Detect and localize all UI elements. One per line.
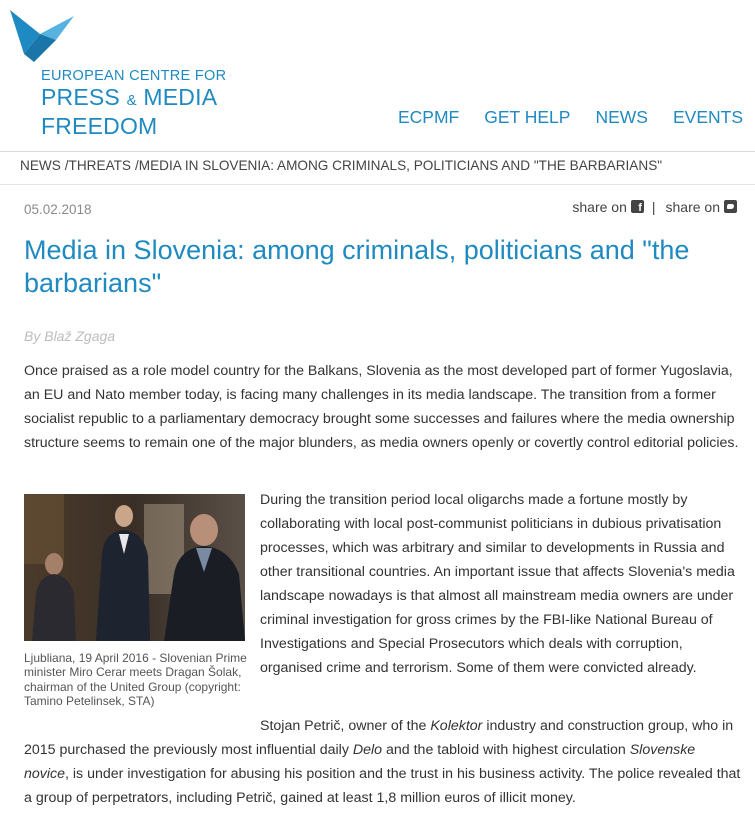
article-photo	[24, 494, 245, 641]
site-header	[0, 0, 755, 150]
p3-text-2: industry and construction group, who in 2015 purchased the previously most influential daily	[24, 718, 734, 758]
p3-text-4: , is under investigation for abusing his position and the trust in his business activity. The police revealed that a group of perpetrators, including Petrič, gained at least 1,8 million euros of illicit money.	[24, 766, 741, 806]
share-facebook-label: share on	[572, 199, 627, 215]
logo-line-1: EUROPEAN CENTRE FOR	[41, 68, 227, 84]
article-figure	[24, 494, 246, 708]
logo-line-3: FREEDOM	[41, 113, 158, 139]
logo-word-press: PRESS	[41, 84, 120, 110]
facebook-icon	[631, 200, 644, 213]
twitter-icon	[724, 200, 737, 213]
breadcrumb-divider	[0, 184, 755, 185]
article-title: Media in Slovenia: among criminals, politicians and "the barbarians"	[24, 235, 690, 298]
share-twitter-link[interactable]	[666, 199, 737, 215]
p3-italic-delo: Delo	[352, 742, 383, 758]
share-facebook-link[interactable]	[572, 199, 643, 215]
article-date: 05.02.2018	[24, 202, 92, 217]
article-paragraph-2: During the transition period local oligarchs made a fortune mostly by collaborating with local post-communist politicians in dubious privatisation processes, which was arbitrary and similar to developments in Russia and other transitional countries. An important issue that affects Slovenia's media landscape nowadays is that almost all mainstream media owners are under criminal investigation for gross crimes by the FBI-like National Bureau of Investigations and Special Prosecutors which deals with corruption, organised crime and terrorism. Some of them were convicted already.	[260, 492, 735, 676]
p3-italic-slovenske-novice: Slovenske novice	[24, 742, 696, 782]
breadcrumb	[20, 158, 666, 173]
article-paragraph-3	[24, 714, 742, 810]
article-author: By Blaž Zgaga	[24, 328, 116, 344]
main-nav	[398, 107, 743, 128]
nav-ecpmf[interactable]: ECPMF	[397, 107, 460, 127]
share-separator: |	[651, 199, 656, 215]
logo-line-2	[41, 84, 226, 114]
photo-caption: Ljubliana, 19 April 2016 - Slovenian Prime minister Miro Cerar meets Dragan Šolak, chairman of the United Group (copyright: Tamino Petelinsek, STA)	[24, 651, 247, 708]
nav-news[interactable]: NEWS	[595, 107, 648, 127]
p3-text-1: Stojan Petrič, owner of the	[260, 718, 431, 734]
photo-illustration	[24, 494, 245, 641]
p3-text-3: and the tabloid with highest circulation	[382, 742, 630, 758]
p3-italic-kolektor: Kolektor	[430, 718, 483, 734]
share-twitter-label: share on	[665, 199, 720, 215]
header-divider	[0, 151, 755, 152]
share-bar	[572, 199, 737, 215]
breadcrumb-current: /MEDIA IN SLOVENIA: AMONG CRIMINALS, POLITICIANS AND "THE BARBARIANS"	[135, 158, 663, 173]
nav-events[interactable]: EVENTS	[672, 107, 743, 127]
site-logo[interactable]	[41, 68, 226, 139]
nav-get-help[interactable]: GET HELP	[484, 107, 571, 127]
bird-logo-icon[interactable]	[10, 10, 74, 62]
article-paragraph-1: Once praised as a role model country for the Balkans, Slovenia as the most developed part of former Yugoslavia, an EU and Nato member today, is facing many challenges in its media landscape. The transition from a former socialist republic to a parliamentary democracy brought some successes and failures where the media ownership structure seems to remain one of the major blunders, as media owners openly or covertly control editorial policies.	[24, 363, 739, 451]
breadcrumb-news[interactable]: NEWS	[20, 158, 61, 173]
breadcrumb-threats[interactable]: /THREATS	[64, 158, 131, 173]
logo-word-media: MEDIA	[143, 84, 218, 110]
logo-ampersand: &	[126, 92, 137, 109]
